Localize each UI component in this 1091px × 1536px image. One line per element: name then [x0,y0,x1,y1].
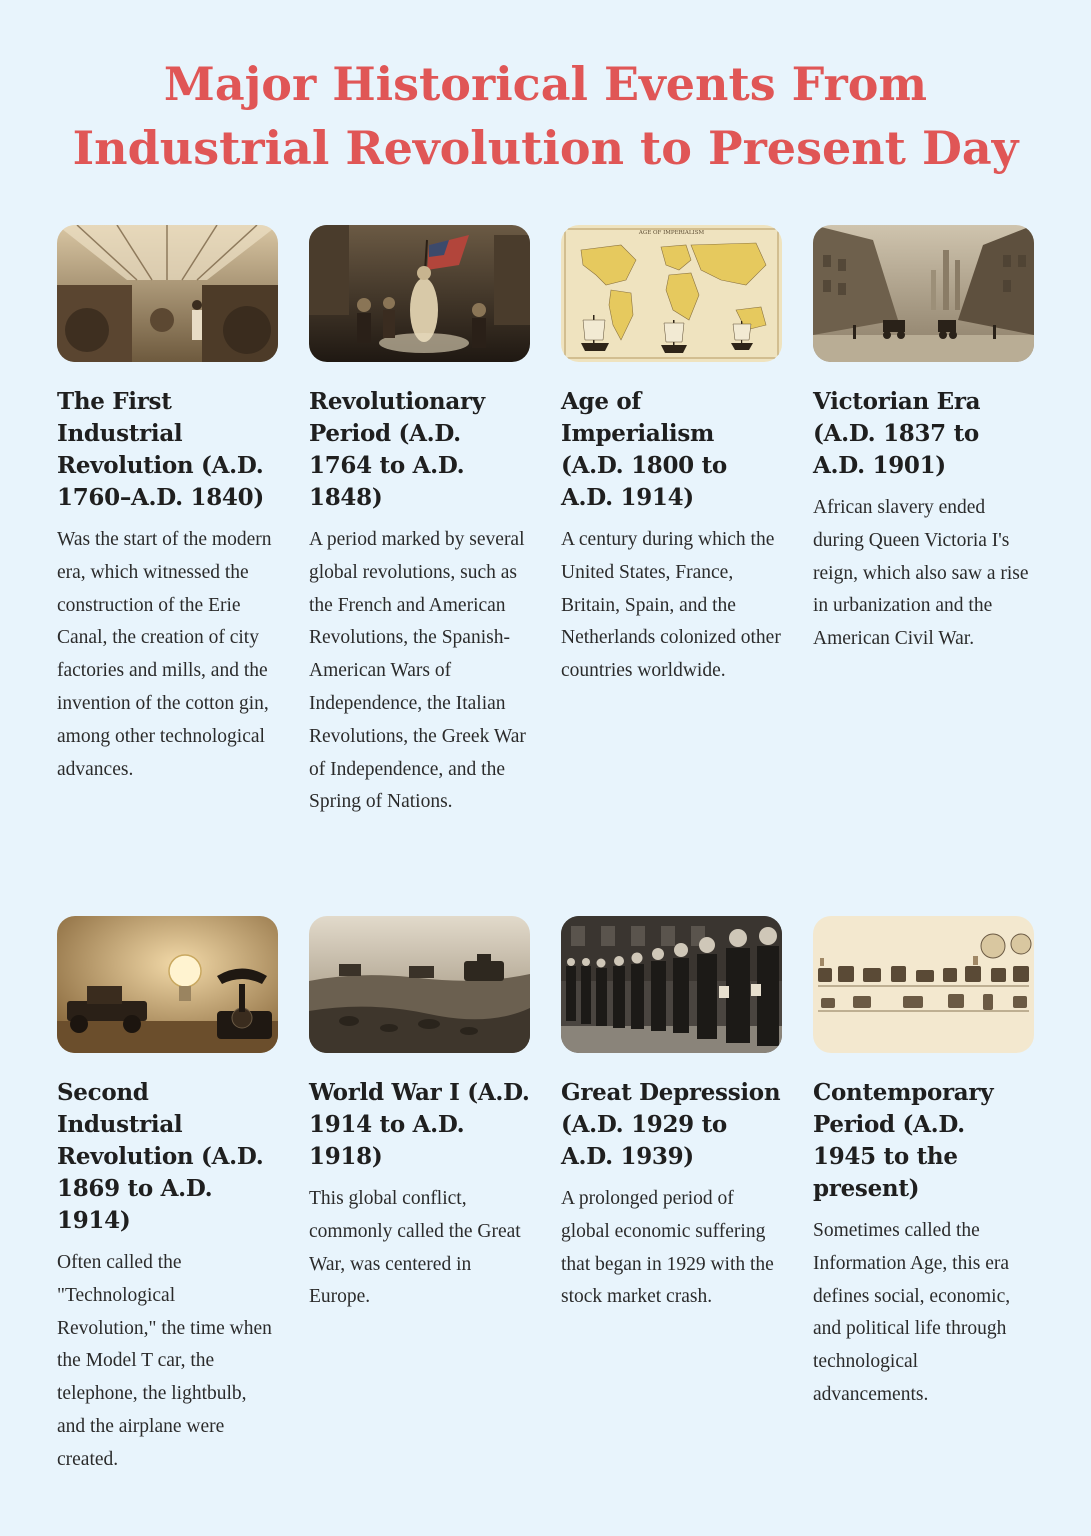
event-card-world-war-i [309,916,530,1477]
event-title: The First Industrial Revolution (A.D. 1760–A.D. 1840) [57,388,264,511]
event-description: Was the start of the modern era, which witnessed the construction of the Erie Canal, the creation of city factories and mills, and the invention of the cotton gin, among other technological advances. [57,529,272,780]
event-description: A prolonged period of global economic suffering that began in 1929 with the stock market crash. [561,1188,774,1308]
event-title: Contemporary Period (A.D. 1945 to the present) [813,1079,994,1202]
technology-timeline-icon [813,916,1034,1053]
event-description: A period marked by several global revolutions, such as the French and American Revolutions, the Spanish-American Wars of Independence, the Italian Revolutions, the Greek War of Independence, and the Spring of Nations. [309,529,526,813]
event-card-revolutionary-period [309,225,530,819]
event-card-victorian-era [813,225,1034,819]
event-description: This global conflict, commonly called the Great War, was centered in Europe. [309,1188,521,1308]
event-title: Age of Imperialism (A.D. 1800 to A.D. 1914) [561,388,727,511]
event-card-contemporary-period [813,916,1034,1477]
event-card-second-industrial-revolution [57,916,278,1477]
event-card-great-depression [561,916,782,1477]
world-map-icon [561,225,782,362]
event-title: Victorian Era (A.D. 1837 to A.D. 1901) [813,388,981,479]
event-title: Great Depression (A.D. 1929 to A.D. 1939) [561,1079,781,1170]
svg-text:AGE OF IMPERIALISM: AGE OF IMPERIALISM [638,230,705,236]
page-title-line-1: Major Historical Events From [163,57,928,111]
page-title-line-2: Industrial Revolution to Present Day [72,121,1019,175]
event-description: African slavery ended during Queen Victoria I's reign, which also saw a rise in urbanization and the American Civil War. [813,497,1029,650]
events-row-2 [57,916,1034,1477]
revolution-painting-icon [309,225,530,362]
event-title: World War I (A.D. 1914 to A.D. 1918) [309,1079,530,1170]
battlefield-tanks-icon [309,916,530,1053]
event-card-first-industrial-revolution [57,225,278,819]
page-title [0,52,1091,180]
event-card-age-of-imperialism [561,225,782,819]
event-title: Revolutionary Period (A.D. 1764 to A.D. 1848) [309,388,485,511]
bread-line-icon [561,916,782,1053]
inventions-photo-icon [57,916,278,1053]
event-title: Second Industrial Revolution (A.D. 1869 to A.D. 1914) [57,1079,264,1234]
events-row-1 [57,225,1034,819]
event-description: Sometimes called the Information Age, this era defines social, economic, and political life through technological advancements. [813,1220,1011,1405]
victorian-street-icon [813,225,1034,362]
event-description: Often called the "Technological Revolution," the time when the Model T car, the telephone, the lightbulb, and the airplane were created. [57,1252,272,1470]
factory-photo-icon [57,225,278,362]
event-description: A century during which the United States, France, Britain, Spain, and the Netherlands colonized other countries worldwide. [561,529,781,682]
